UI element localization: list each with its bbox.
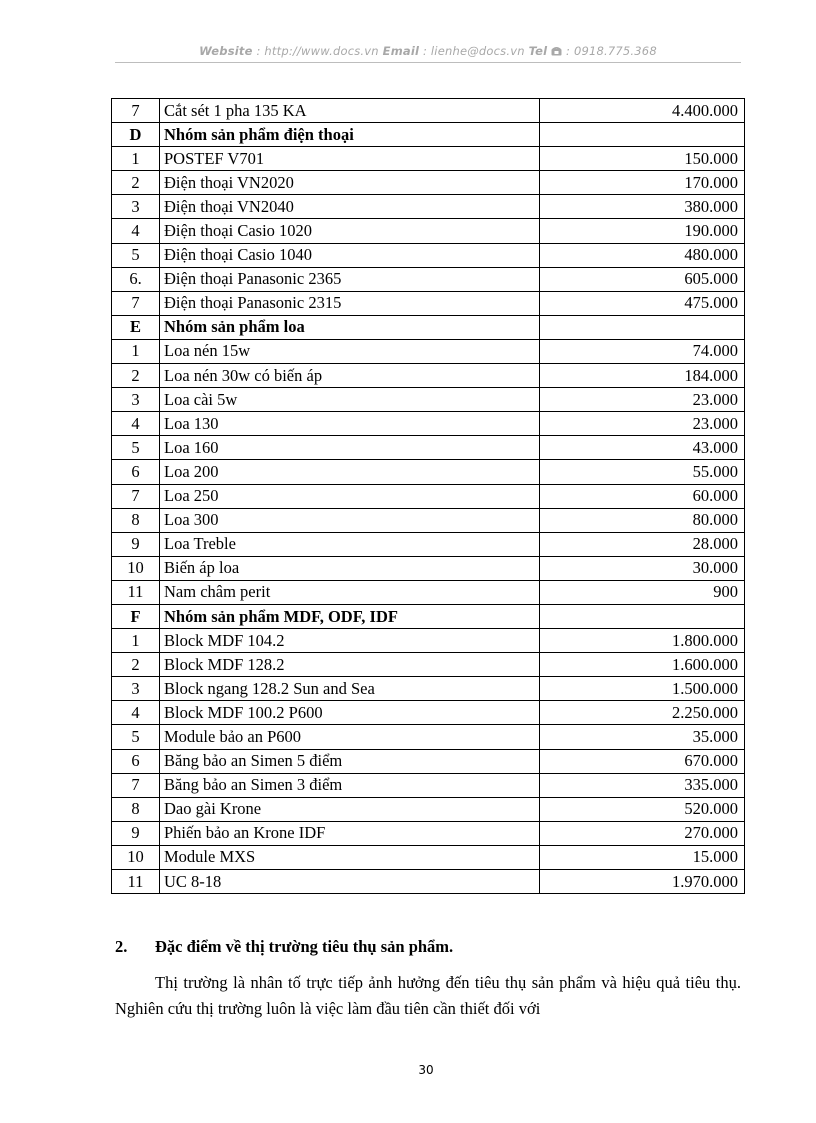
row-number: 8 [112,508,160,532]
product-price: 1.600.000 [540,653,745,677]
row-number: 9 [112,532,160,556]
table-row [112,821,745,845]
row-number: 7 [112,484,160,508]
row-number: 7 [112,291,160,315]
row-number: 5 [112,436,160,460]
product-name: Block MDF 104.2 [160,629,540,653]
product-name: Loa 160 [160,436,540,460]
row-number: 2 [112,653,160,677]
table-row [112,797,745,821]
table-row [112,195,745,219]
row-number: 10 [112,845,160,869]
row-number: 11 [112,870,160,894]
product-price: 190.000 [540,219,745,243]
table-row [112,99,745,123]
product-name: Điện thoại Casio 1020 [160,219,540,243]
row-number: 2 [112,171,160,195]
tel-value: : 0918.775.368 [562,44,657,58]
table-row [112,243,745,267]
product-price: 28.000 [540,532,745,556]
product-name: Nam châm perit [160,580,540,604]
table-row [112,412,745,436]
product-price: 670.000 [540,749,745,773]
phone-icon [551,46,562,56]
table-row [112,773,745,797]
product-name: Điện thoại Panasonic 2315 [160,291,540,315]
row-number: 4 [112,412,160,436]
product-price: 605.000 [540,267,745,291]
table-row [112,147,745,171]
table-row [112,460,745,484]
table-row [112,436,745,460]
table-row [112,580,745,604]
row-number: 6. [112,267,160,291]
row-number: 4 [112,219,160,243]
table-row [112,677,745,701]
product-price: 170.000 [540,171,745,195]
price-table-body [112,99,745,894]
product-name: Block ngang 128.2 Sun and Sea [160,677,540,701]
product-price: 74.000 [540,339,745,363]
product-price: 30.000 [540,556,745,580]
table-row [112,556,745,580]
table-row [112,508,745,532]
table-row [112,629,745,653]
row-number: 1 [112,629,160,653]
table-row [112,701,745,725]
row-number: 2 [112,364,160,388]
table-row [112,267,745,291]
product-price: 80.000 [540,508,745,532]
row-number: F [112,604,160,628]
row-number: 10 [112,556,160,580]
website-value: : http://www.docs.vn [252,44,383,58]
page-number: 30 [418,1063,434,1077]
product-name: Block MDF 128.2 [160,653,540,677]
section-paragraph: Thị trường là nhân tố trực tiếp ảnh hưởng đến tiêu thụ sản phẩm và hiệu quả tiêu thụ. Nghiên cứu thị trường luôn là việc làm đầu tiên cần thiết đối với [115,973,741,1018]
product-name: Điện thoại VN2040 [160,195,540,219]
table-row [112,171,745,195]
table-row [112,388,745,412]
product-name: POSTEF V701 [160,147,540,171]
product-name: Nhóm sản phẩm điện thoại [160,123,540,147]
product-price: 520.000 [540,797,745,821]
row-number: 6 [112,749,160,773]
product-name: Băng bảo an Simen 3 điểm [160,773,540,797]
product-name: Điện thoại VN2020 [160,171,540,195]
website-label: Website [199,44,253,58]
row-number: 11 [112,580,160,604]
product-price: 480.000 [540,243,745,267]
table-row [112,749,745,773]
product-name: Biến áp loa [160,556,540,580]
product-name: Loa 250 [160,484,540,508]
row-number: 3 [112,195,160,219]
section-heading [115,937,741,957]
product-name: Module bảo an P600 [160,725,540,749]
product-name: Nhóm sản phẩm loa [160,315,540,339]
product-price: 1.500.000 [540,677,745,701]
product-price: 900 [540,580,745,604]
row-number: 1 [112,147,160,171]
product-name: Băng bảo an Simen 5 điểm [160,749,540,773]
product-price: 380.000 [540,195,745,219]
row-number: 7 [112,99,160,123]
product-price: 475.000 [540,291,745,315]
product-price: 335.000 [540,773,745,797]
table-row [112,653,745,677]
product-price: 4.400.000 [540,99,745,123]
product-price: 184.000 [540,364,745,388]
product-name: Loa nén 15w [160,339,540,363]
row-number: 4 [112,701,160,725]
row-number: 3 [112,388,160,412]
tel-label: Tel [528,44,548,58]
table-row [112,364,745,388]
table-row [112,725,745,749]
table-row [112,339,745,363]
product-price: 35.000 [540,725,745,749]
group-row [112,123,745,147]
product-price [540,123,745,147]
row-number: 6 [112,460,160,484]
table-row [112,532,745,556]
email-value: : lienhe@docs.vn [419,44,529,58]
section-title: Đặc điểm về thị trường tiêu thụ sản phẩm. [155,937,454,956]
row-number: D [112,123,160,147]
product-price: 23.000 [540,412,745,436]
row-number: 3 [112,677,160,701]
page-header [115,44,741,58]
row-number: 9 [112,821,160,845]
row-number: 7 [112,773,160,797]
product-name: Dao gài Krone [160,797,540,821]
product-name: Block MDF 100.2 P600 [160,701,540,725]
group-row [112,604,745,628]
product-name: Điện thoại Casio 1040 [160,243,540,267]
product-price: 23.000 [540,388,745,412]
product-name: Loa 200 [160,460,540,484]
product-price: 43.000 [540,436,745,460]
product-name: Loa cài 5w [160,388,540,412]
product-price [540,315,745,339]
product-name: Module MXS [160,845,540,869]
product-name: Loa nén 30w có biến áp [160,364,540,388]
header-rule [115,62,741,63]
product-price: 1.970.000 [540,870,745,894]
product-price: 1.800.000 [540,629,745,653]
product-price: 15.000 [540,845,745,869]
product-name: Loa 130 [160,412,540,436]
row-number: 8 [112,797,160,821]
product-name: Loa 300 [160,508,540,532]
product-name: Phiến bảo an Krone IDF [160,821,540,845]
product-name: Nhóm sản phẩm MDF, ODF, IDF [160,604,540,628]
table-row [112,291,745,315]
section-number: 2. [115,937,128,956]
product-price: 60.000 [540,484,745,508]
product-price: 270.000 [540,821,745,845]
product-price: 150.000 [540,147,745,171]
table-row [112,219,745,243]
row-number: E [112,315,160,339]
product-price: 2.250.000 [540,701,745,725]
product-name: Cắt sét 1 pha 135 KA [160,99,540,123]
product-name: UC 8-18 [160,870,540,894]
row-number: 5 [112,243,160,267]
product-name: Loa Treble [160,532,540,556]
group-row [112,315,745,339]
price-table [111,98,745,894]
product-price [540,604,745,628]
table-row [112,484,745,508]
row-number: 1 [112,339,160,363]
email-label: Email [382,44,420,58]
product-price: 55.000 [540,460,745,484]
table-row [112,870,745,894]
table-row [112,845,745,869]
row-number: 5 [112,725,160,749]
product-name: Điện thoại Panasonic 2365 [160,267,540,291]
